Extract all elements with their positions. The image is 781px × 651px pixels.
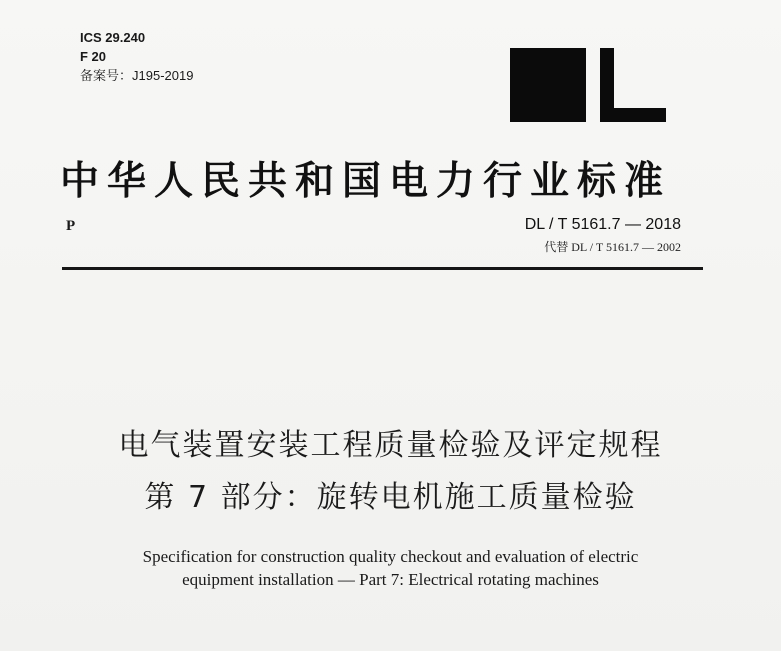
ics-code: ICS 29.240 [80,30,146,45]
standard-issuer-title: 中华人民共和国电力行业标准 [60,159,672,204]
classification-letter: P [66,218,76,234]
logo-d-block [510,48,586,122]
dl-logo [510,48,666,122]
header-metadata [80,28,193,85]
title-cn-line2: 第 7 部分：旋转电机施工质量检验 [144,480,637,515]
title-en-line2: equipment installation — Part 7: Electrical rotating machines [182,570,599,589]
title-cn-line1: 电气装置安装工程质量检验及评定规程 [118,428,663,463]
header-divider [62,267,703,270]
title-en-line1: Specification for construction quality checkout and evaluation of electric [142,547,639,566]
replaces-standard: 代替 DL / T 5161.7 — 2002 [544,240,681,254]
standard-number: DL / T 5161.7 — 2018 [524,216,681,233]
logo-l-foot [600,108,666,122]
record-number: 备案号：J195-2019 [80,68,194,83]
ccs-code: F 20 [80,49,107,64]
